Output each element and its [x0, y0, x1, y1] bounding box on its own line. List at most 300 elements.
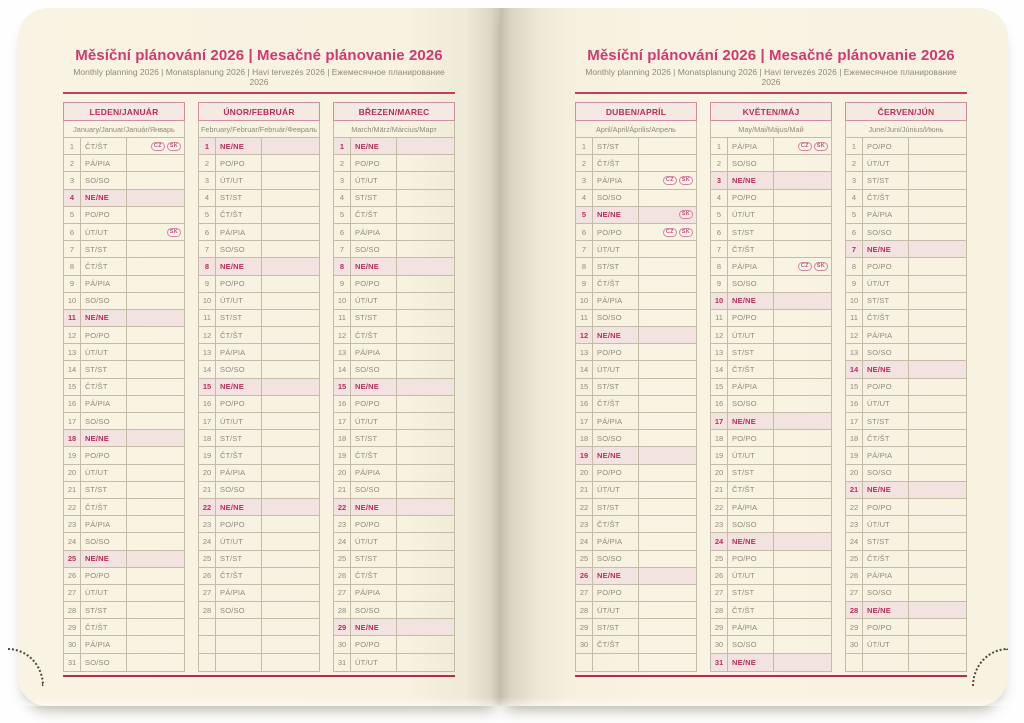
notes-cell [909, 396, 966, 412]
weekday-cell: ČT/ŠT [81, 258, 127, 274]
weekday-cell: ČT/ŠT [863, 190, 909, 206]
day-number-cell: 22 [576, 499, 593, 515]
day-row [64, 241, 184, 258]
day-row [846, 155, 966, 172]
day-number-cell: 28 [334, 602, 351, 618]
day-row [846, 551, 966, 568]
notes-cell [639, 636, 696, 652]
day-number-cell: 17 [334, 413, 351, 429]
weekday-cell: ÚT/UT [351, 533, 397, 549]
weekday-cell: ÚT/UT [216, 293, 262, 309]
weekday-cell: SO/SO [593, 430, 639, 446]
day-row [846, 568, 966, 585]
notes-cell [397, 138, 454, 154]
notes-cell [127, 533, 184, 549]
weekday-cell: PO/PO [351, 636, 397, 652]
notes-cell [639, 396, 696, 412]
day-row [64, 482, 184, 499]
weekday-cell: ÚT/UT [863, 276, 909, 292]
weekday-cell: NE/NE [593, 447, 639, 463]
day-number-cell: 2 [64, 155, 81, 171]
day-number-cell: 4 [846, 190, 863, 206]
holiday-badge-cz: CZ [663, 228, 677, 237]
day-row [846, 413, 966, 430]
weekday-cell: ST/ST [863, 172, 909, 188]
weekday-cell: ÚT/UT [216, 172, 262, 188]
notes-cell [909, 654, 966, 671]
month-name-header: ČERVEN/JÚN [845, 102, 967, 121]
weekday-cell: PO/PO [593, 344, 639, 360]
day-row [199, 447, 319, 464]
weekday-cell: ST/ST [728, 344, 774, 360]
weekday-cell: ÚT/UT [593, 361, 639, 377]
day-row [711, 619, 831, 636]
notes-cell [639, 551, 696, 567]
notes-cell [909, 379, 966, 395]
day-row [334, 430, 454, 447]
notes-cell [127, 447, 184, 463]
day-row [576, 293, 696, 310]
top-rule [575, 92, 967, 94]
weekday-cell: ČT/ŠT [351, 447, 397, 463]
notes-cell [774, 379, 831, 395]
notes-cell [262, 172, 319, 188]
weekday-cell: NE/NE [593, 327, 639, 343]
weekday-cell: PÁ/PIA [728, 138, 774, 154]
day-row [576, 224, 696, 241]
day-number-cell: 27 [334, 585, 351, 601]
day-number-cell: 4 [576, 190, 593, 206]
notes-cell [397, 568, 454, 584]
day-number-cell: 4 [711, 190, 728, 206]
day-row [199, 327, 319, 344]
day-number-cell: 3 [199, 172, 216, 188]
weekday-cell: PÁ/PIA [863, 568, 909, 584]
weekday-cell: ST/ST [216, 430, 262, 446]
holiday-badge-cz: CZ [663, 176, 677, 185]
weekday-cell: PO/PO [216, 396, 262, 412]
notes-cell [909, 602, 966, 618]
day-number-cell: 11 [334, 310, 351, 326]
empty-day-row [846, 654, 966, 671]
day-row [846, 602, 966, 619]
month-day-rows [333, 138, 455, 672]
weekday-cell: ČT/ŠT [216, 568, 262, 584]
notes-cell [262, 482, 319, 498]
day-number-cell: 9 [64, 276, 81, 292]
day-number-cell: 6 [199, 224, 216, 240]
day-row [64, 293, 184, 310]
notes-cell [262, 516, 319, 532]
day-number-cell: 6 [846, 224, 863, 240]
day-number-cell: 29 [711, 619, 728, 635]
notes-cell [909, 413, 966, 429]
weekday-cell: SO/SO [81, 293, 127, 309]
day-row [711, 430, 831, 447]
day-row [711, 361, 831, 378]
day-number-cell: 25 [334, 551, 351, 567]
day-number-cell: 21 [576, 482, 593, 498]
day-number-cell: 29 [846, 619, 863, 635]
page-left-content [63, 8, 455, 677]
weekday-cell: ST/ST [863, 413, 909, 429]
notes-cell [397, 516, 454, 532]
day-number-cell: 25 [64, 551, 81, 567]
weekday-cell: PÁ/PIA [81, 516, 127, 532]
weekday-cell: ÚT/UT [863, 396, 909, 412]
weekday-cell [863, 654, 909, 671]
month-column [63, 102, 185, 672]
notes-cell [909, 224, 966, 240]
weekday-cell: NE/NE [728, 293, 774, 309]
day-number-cell: 27 [711, 585, 728, 601]
weekday-cell: PÁ/PIA [728, 619, 774, 635]
weekday-cell [593, 654, 639, 671]
day-number-cell: 7 [711, 241, 728, 257]
notes-cell [774, 430, 831, 446]
notes-cell [774, 602, 831, 618]
weekday-cell: SO/SO [216, 602, 262, 618]
day-row [711, 447, 831, 464]
month-name-header: BŘEZEN/MAREC [333, 102, 455, 121]
months-grid-left [63, 102, 455, 672]
notes-cell [397, 276, 454, 292]
notes-cell [774, 138, 831, 154]
notes-cell [397, 155, 454, 171]
day-row [199, 258, 319, 275]
day-row [711, 155, 831, 172]
day-row [199, 155, 319, 172]
weekday-cell: ČT/ŠT [593, 636, 639, 652]
notes-cell [127, 155, 184, 171]
weekday-cell: ČT/ŠT [593, 155, 639, 171]
day-row [576, 636, 696, 653]
day-row [846, 379, 966, 396]
day-row [711, 172, 831, 189]
notes-cell [262, 499, 319, 515]
notes-cell [909, 207, 966, 223]
notes-cell [262, 258, 319, 274]
day-row [576, 138, 696, 155]
notes-cell [397, 482, 454, 498]
day-number-cell: 15 [199, 379, 216, 395]
notes-cell [639, 138, 696, 154]
day-row [199, 361, 319, 378]
day-row [334, 654, 454, 671]
day-row [846, 499, 966, 516]
notes-cell [774, 636, 831, 652]
notes-cell [397, 585, 454, 601]
notes-cell [262, 207, 319, 223]
day-number-cell: 7 [576, 241, 593, 257]
bottom-rule [63, 675, 455, 677]
notes-cell [127, 482, 184, 498]
month-name-header: DUBEN/APRÍL [575, 102, 697, 121]
notes-cell [774, 190, 831, 206]
notes-cell [909, 172, 966, 188]
notes-cell [127, 327, 184, 343]
day-row [711, 482, 831, 499]
day-row [64, 568, 184, 585]
weekday-cell: SO/SO [863, 344, 909, 360]
day-row [199, 293, 319, 310]
day-number-cell: 23 [334, 516, 351, 532]
day-number-cell: 26 [334, 568, 351, 584]
day-number-cell: 29 [334, 619, 351, 635]
day-number-cell: 23 [64, 516, 81, 532]
weekday-cell: ČT/ŠT [81, 619, 127, 635]
day-row [846, 258, 966, 275]
day-number-cell: 6 [64, 224, 81, 240]
day-row [64, 602, 184, 619]
holiday-badge-sk: SK [679, 176, 693, 185]
day-number-cell: 26 [576, 568, 593, 584]
notes-cell [262, 293, 319, 309]
weekday-cell: ČT/ŠT [351, 568, 397, 584]
day-row [199, 533, 319, 550]
day-row [846, 482, 966, 499]
month-name-header: ÚNOR/FEBRUÁR [198, 102, 320, 121]
day-row [334, 551, 454, 568]
notes-cell [127, 465, 184, 481]
weekday-cell: NE/NE [216, 258, 262, 274]
day-row [199, 379, 319, 396]
day-row [64, 516, 184, 533]
day-row [199, 190, 319, 207]
day-number-cell: 15 [64, 379, 81, 395]
day-number-cell: 25 [576, 551, 593, 567]
weekday-cell: ST/ST [728, 465, 774, 481]
day-row [199, 551, 319, 568]
day-row [334, 327, 454, 344]
day-number-cell: 4 [199, 190, 216, 206]
day-number-cell: 7 [334, 241, 351, 257]
day-row [711, 533, 831, 550]
day-row [576, 276, 696, 293]
day-number-cell: 23 [199, 516, 216, 532]
notes-cell [909, 636, 966, 652]
weekday-cell: SO/SO [216, 241, 262, 257]
day-number-cell: 22 [711, 499, 728, 515]
day-row [334, 276, 454, 293]
day-row [199, 310, 319, 327]
notes-cell [397, 533, 454, 549]
weekday-cell: PÁ/PIA [351, 224, 397, 240]
notes-cell [262, 327, 319, 343]
notes-cell [127, 241, 184, 257]
day-number-cell: 30 [334, 636, 351, 652]
weekday-cell: ČT/ŠT [216, 447, 262, 463]
day-row [64, 619, 184, 636]
month-day-rows [710, 138, 832, 672]
notes-cell [774, 327, 831, 343]
notes-cell [639, 241, 696, 257]
day-number-cell: 3 [334, 172, 351, 188]
day-number-cell: 1 [576, 138, 593, 154]
weekday-cell: PO/PO [863, 258, 909, 274]
weekday-cell: PO/PO [863, 619, 909, 635]
notes-cell [774, 241, 831, 257]
day-number-cell [199, 619, 216, 635]
day-row [846, 172, 966, 189]
notes-cell [397, 344, 454, 360]
day-number-cell: 11 [576, 310, 593, 326]
weekday-cell: NE/NE [216, 138, 262, 154]
day-row [64, 585, 184, 602]
day-number-cell: 5 [846, 207, 863, 223]
notes-cell [397, 258, 454, 274]
weekday-cell: ST/ST [351, 310, 397, 326]
day-row [846, 276, 966, 293]
notes-cell [397, 310, 454, 326]
notes-cell [127, 585, 184, 601]
day-number-cell: 17 [64, 413, 81, 429]
weekday-cell: SO/SO [863, 224, 909, 240]
notes-cell [639, 207, 696, 223]
notes-cell [262, 447, 319, 463]
month-languages-subtitle: January/Januar/Január/Январь [63, 121, 185, 138]
day-number-cell: 19 [334, 447, 351, 463]
day-row [846, 636, 966, 653]
notes-cell [397, 207, 454, 223]
weekday-cell: ČT/ŠT [216, 207, 262, 223]
day-number-cell: 8 [199, 258, 216, 274]
day-number-cell: 2 [846, 155, 863, 171]
day-number-cell: 31 [64, 654, 81, 671]
day-row [576, 413, 696, 430]
notes-cell [262, 602, 319, 618]
day-number-cell: 19 [711, 447, 728, 463]
day-number-cell: 15 [576, 379, 593, 395]
day-number-cell: 12 [334, 327, 351, 343]
weekday-cell: SO/SO [351, 361, 397, 377]
day-number-cell: 21 [846, 482, 863, 498]
day-row [334, 258, 454, 275]
weekday-cell: PO/PO [216, 155, 262, 171]
day-row [576, 465, 696, 482]
day-row [711, 276, 831, 293]
day-number-cell: 12 [711, 327, 728, 343]
day-number-cell: 24 [64, 533, 81, 549]
day-number-cell: 14 [64, 361, 81, 377]
notes-cell [774, 258, 831, 274]
notes-cell [774, 551, 831, 567]
holiday-badge-cz: CZ [151, 142, 165, 151]
page-right [500, 8, 1008, 706]
day-row [64, 551, 184, 568]
day-number-cell: 24 [334, 533, 351, 549]
weekday-cell: ČT/ŠT [593, 516, 639, 532]
weekday-cell: PO/PO [216, 516, 262, 532]
notes-cell [909, 293, 966, 309]
notes-cell [262, 155, 319, 171]
holiday-badge-sk: SK [167, 228, 181, 237]
weekday-cell: ÚT/UT [593, 482, 639, 498]
day-number-cell: 18 [711, 430, 728, 446]
day-number-cell: 5 [576, 207, 593, 223]
day-row [64, 310, 184, 327]
weekday-cell: SO/SO [728, 396, 774, 412]
day-number-cell: 10 [576, 293, 593, 309]
notes-cell [774, 499, 831, 515]
notes-cell [127, 276, 184, 292]
day-number-cell: 20 [576, 465, 593, 481]
weekday-cell: ČT/ŠT [593, 276, 639, 292]
day-row [64, 499, 184, 516]
holiday-badge-sk: SK [679, 210, 693, 219]
day-number-cell: 27 [199, 585, 216, 601]
weekday-cell: PÁ/PIA [81, 155, 127, 171]
day-row [711, 241, 831, 258]
notes-cell [639, 465, 696, 481]
day-row [711, 224, 831, 241]
weekday-cell: PÁ/PIA [593, 413, 639, 429]
weekday-cell: ST/ST [351, 190, 397, 206]
day-row [846, 190, 966, 207]
day-number-cell: 3 [711, 172, 728, 188]
day-number-cell: 3 [576, 172, 593, 188]
notes-cell [639, 327, 696, 343]
day-number-cell: 26 [199, 568, 216, 584]
weekday-cell: ÚT/UT [351, 413, 397, 429]
day-row [711, 190, 831, 207]
day-row [711, 654, 831, 671]
day-row [64, 379, 184, 396]
day-row [846, 224, 966, 241]
month-name-header: KVĚTEN/MÁJ [710, 102, 832, 121]
day-row [846, 327, 966, 344]
weekday-cell: PÁ/PIA [351, 344, 397, 360]
page-subtitle: Monthly planning 2026 | Monatsplanung 2026 | Havi tervezés 2026 | Ежемесячное планирование 2026 [585, 67, 957, 87]
day-number-cell: 28 [199, 602, 216, 618]
weekday-cell: PO/PO [593, 465, 639, 481]
day-row [576, 327, 696, 344]
day-row [199, 396, 319, 413]
notes-cell [639, 602, 696, 618]
day-row [576, 568, 696, 585]
weekday-cell: ÚT/UT [728, 568, 774, 584]
day-number-cell: 2 [576, 155, 593, 171]
day-number-cell: 2 [711, 155, 728, 171]
weekday-cell: NE/NE [728, 533, 774, 549]
weekday-cell: SO/SO [728, 636, 774, 652]
weekday-cell: ÚT/UT [593, 602, 639, 618]
day-row [334, 190, 454, 207]
day-row [199, 568, 319, 585]
weekday-cell: SO/SO [351, 482, 397, 498]
day-row [199, 465, 319, 482]
day-number-cell: 1 [334, 138, 351, 154]
notes-cell [397, 396, 454, 412]
day-row [576, 447, 696, 464]
weekday-cell: SO/SO [81, 413, 127, 429]
notes-cell [639, 619, 696, 635]
notes-cell [397, 499, 454, 515]
day-number-cell: 12 [846, 327, 863, 343]
weekday-cell: PÁ/PIA [216, 465, 262, 481]
day-number-cell: 10 [711, 293, 728, 309]
day-row [711, 568, 831, 585]
notes-cell [909, 361, 966, 377]
day-row [846, 241, 966, 258]
day-row [64, 224, 184, 241]
day-row [64, 190, 184, 207]
notes-cell [262, 619, 319, 635]
day-number-cell: 2 [334, 155, 351, 171]
day-row [334, 447, 454, 464]
weekday-cell: NE/NE [863, 602, 909, 618]
notes-cell [397, 551, 454, 567]
